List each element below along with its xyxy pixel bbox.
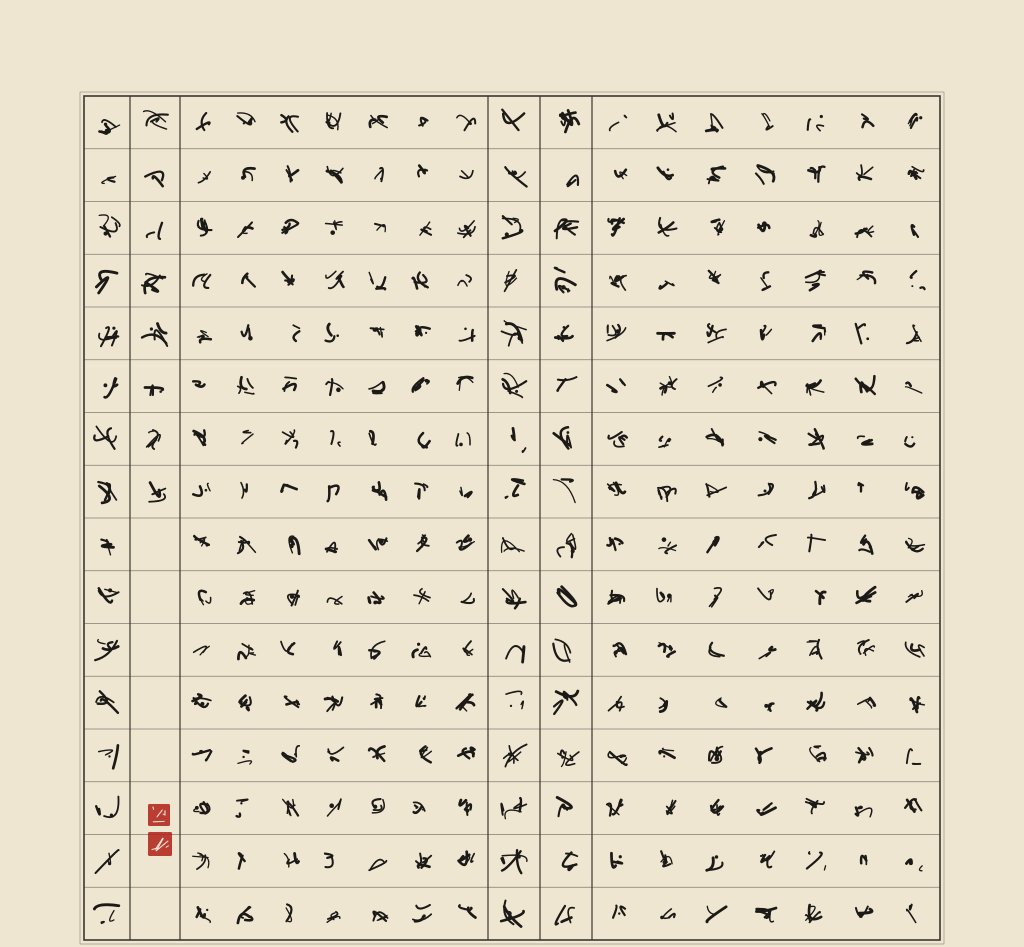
- ink-dot: [660, 496, 663, 499]
- seal-carving: [153, 807, 154, 809]
- ink-stroke: [859, 807, 862, 808]
- ink-stroke: [706, 130, 717, 131]
- ink-dot: [108, 588, 112, 592]
- ink-stroke: [282, 486, 284, 492]
- ink-dot: [859, 653, 861, 655]
- ink-dot: [200, 702, 204, 706]
- ink-dot: [423, 169, 426, 172]
- ink-dot: [571, 549, 575, 553]
- ink-dot: [618, 707, 620, 709]
- ink-dot: [206, 909, 208, 911]
- ink-dot: [662, 537, 667, 542]
- ink-dot: [911, 436, 913, 438]
- ink-dot: [242, 756, 244, 758]
- ink-dot: [205, 489, 208, 492]
- ink-dot: [618, 543, 620, 545]
- ink-dot: [336, 548, 338, 550]
- ink-dot: [918, 490, 920, 492]
- ink-dot: [108, 862, 111, 865]
- seal-stamp: [148, 804, 170, 826]
- ink-dot: [159, 390, 162, 393]
- ink-dot: [663, 755, 665, 757]
- ink-stroke: [102, 544, 113, 547]
- ink-dot: [505, 232, 509, 236]
- ink-dot: [666, 122, 668, 124]
- ink-stroke: [861, 384, 863, 393]
- ink-dot: [617, 275, 621, 279]
- ink-dot: [201, 335, 205, 339]
- ink-stroke: [376, 288, 385, 289]
- ink-dot: [332, 699, 335, 702]
- ink-dot: [247, 541, 250, 544]
- ink-dot: [329, 803, 334, 808]
- ink-dot: [714, 595, 716, 597]
- ink-stroke: [369, 597, 370, 602]
- ink-dot: [246, 597, 249, 600]
- ink-dot: [820, 115, 823, 118]
- ink-dot: [336, 334, 339, 337]
- ink-stroke: [502, 858, 504, 863]
- ink-dot: [911, 547, 915, 551]
- seal-stamp: [148, 832, 172, 856]
- ink-dot: [104, 123, 107, 126]
- ink-stroke: [809, 443, 819, 444]
- ink-stroke: [286, 441, 287, 444]
- ink-dot: [114, 647, 116, 649]
- ink-dot: [618, 912, 620, 914]
- ink-dot: [559, 113, 563, 117]
- ink-dot: [663, 861, 666, 864]
- ink-dot: [667, 439, 670, 442]
- ink-dot: [425, 379, 429, 383]
- ink-dot: [459, 443, 463, 447]
- ink-dot: [616, 329, 620, 333]
- ink-dot: [373, 601, 377, 605]
- ink-dot: [819, 753, 821, 755]
- ink-dot: [104, 383, 108, 387]
- ink-dot: [865, 227, 868, 230]
- ink-dot: [561, 285, 565, 289]
- ink-dot: [869, 545, 872, 548]
- ink-dot: [758, 437, 762, 441]
- ink-dot: [866, 274, 868, 276]
- ink-dot: [110, 814, 113, 817]
- ink-dot: [289, 544, 293, 548]
- ink-dot: [513, 439, 516, 442]
- ink-dot: [619, 755, 622, 758]
- ink-dot: [510, 705, 512, 707]
- ink-dot: [425, 332, 427, 334]
- ink-dot: [243, 122, 245, 124]
- ink-stroke: [568, 289, 569, 292]
- ink-stroke: [809, 852, 810, 854]
- ink-dot: [866, 337, 869, 340]
- ink-dot: [561, 804, 566, 809]
- ink-dot: [719, 227, 724, 232]
- ink-dot: [667, 594, 672, 599]
- ink-dot: [764, 704, 768, 708]
- ink-dot: [663, 703, 668, 708]
- ink-stroke: [247, 708, 249, 710]
- ink-dot: [469, 122, 472, 125]
- ink-stroke: [523, 647, 524, 663]
- ink-dot: [465, 809, 469, 813]
- ink-dot: [417, 643, 420, 646]
- ink-dot: [294, 753, 297, 756]
- ink-dot: [612, 644, 615, 647]
- ink-dot: [760, 855, 762, 857]
- ink-stroke: [910, 905, 912, 910]
- ink-dot: [567, 431, 570, 434]
- ink-dot: [328, 122, 330, 124]
- ink-stroke: [419, 706, 426, 707]
- ink-stroke: [613, 862, 622, 864]
- ink-stroke: [249, 119, 252, 123]
- ink-dot: [464, 327, 467, 330]
- ink-dot: [381, 389, 383, 391]
- ink-dot: [911, 285, 913, 287]
- ink-stroke: [374, 651, 377, 652]
- ink-dot: [667, 168, 670, 171]
- ink-dot: [290, 594, 294, 598]
- ink-stroke: [505, 496, 507, 498]
- ink-dot: [764, 490, 767, 493]
- ink-dot: [424, 285, 427, 288]
- ink-dot: [561, 756, 564, 759]
- ink-dot: [714, 756, 719, 761]
- ink-dot: [468, 537, 472, 541]
- ink-dot: [373, 805, 377, 809]
- ink-dot: [820, 338, 822, 340]
- ink-dot: [859, 914, 863, 918]
- ink-dot: [195, 806, 199, 810]
- ink-dot: [380, 178, 382, 180]
- ink-dot: [508, 752, 511, 755]
- ink-dot: [718, 383, 722, 387]
- ink-stroke: [203, 443, 205, 445]
- ink-dot: [150, 327, 153, 330]
- ink-stroke: [418, 489, 419, 498]
- ink-dot: [294, 804, 296, 806]
- ink-dot: [112, 327, 115, 330]
- ink-dot: [515, 390, 518, 393]
- ink-dot: [660, 916, 664, 920]
- ink-dot: [423, 914, 426, 917]
- ink-dot: [517, 855, 520, 858]
- ink-dot: [248, 336, 253, 341]
- ink-dot: [379, 539, 383, 543]
- ink-dot: [461, 280, 463, 282]
- ink-dot: [104, 231, 108, 235]
- ink-dot: [108, 755, 110, 757]
- ink-dot: [619, 855, 622, 858]
- ink-dot: [241, 176, 245, 180]
- ink-dot: [668, 381, 672, 385]
- ink-dot: [758, 751, 762, 755]
- ink-dot: [422, 809, 424, 811]
- ink-dot: [287, 280, 290, 283]
- ink-dot: [909, 861, 913, 865]
- ink-dot: [769, 910, 771, 912]
- ink-stroke: [607, 325, 608, 333]
- ink-stroke: [339, 647, 341, 655]
- ink-stroke: [416, 807, 417, 808]
- ink-dot: [240, 802, 242, 804]
- ink-dot: [330, 230, 335, 235]
- ink-dot: [863, 758, 866, 761]
- ink-dot: [518, 336, 523, 341]
- ink-stroke: [625, 116, 627, 118]
- ink-dot: [762, 221, 767, 226]
- ink-dot: [919, 116, 922, 119]
- ink-stroke: [328, 751, 330, 752]
- ink-dot: [199, 750, 203, 754]
- ink-stroke: [101, 922, 104, 923]
- ink-stroke: [237, 799, 248, 801]
- ink-dot: [373, 489, 375, 491]
- ink-dot: [814, 169, 816, 171]
- ink-stroke: [472, 330, 473, 340]
- ink-dot: [336, 388, 341, 393]
- ink-dot: [715, 855, 718, 858]
- ink-dot: [206, 544, 209, 547]
- ink-dot: [563, 326, 566, 329]
- ink-dot: [566, 699, 568, 701]
